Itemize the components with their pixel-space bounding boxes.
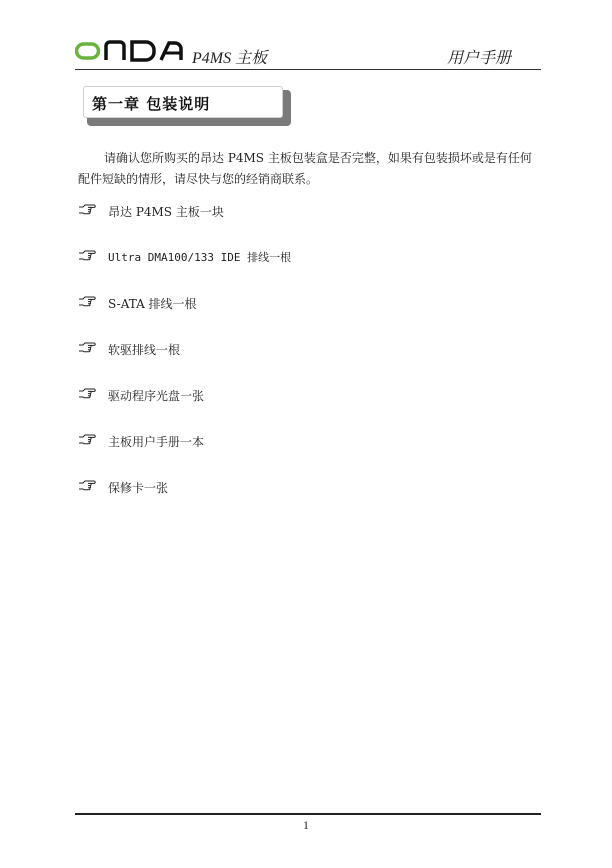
list-item	[78, 296, 538, 342]
pointing-hand-icon	[78, 204, 96, 216]
header-divider	[75, 69, 541, 70]
list-item	[78, 388, 538, 434]
manual-label: 用户手册	[446, 50, 511, 67]
list-item	[78, 342, 538, 388]
pointing-hand-icon	[78, 296, 96, 308]
item-label: 保修卡一张	[108, 481, 169, 495]
chapter-title: 第一章 包装说明	[92, 95, 211, 113]
item-label: 主板用户手册一本	[108, 435, 205, 449]
item-label: 驱动程序光盘一张	[108, 389, 205, 403]
pointing-hand-icon	[78, 342, 96, 354]
chapter-heading-box	[83, 86, 291, 126]
chapter-heading-face	[83, 86, 283, 118]
model-name: P4MS 主板	[192, 50, 268, 67]
onda-logo	[75, 40, 185, 62]
package-contents-list	[78, 204, 538, 526]
item-label: Ultra DMA100/133 IDE 排线一根	[108, 251, 292, 264]
pointing-hand-icon	[78, 434, 96, 446]
item-label: S-ATA 排线一根	[108, 297, 197, 311]
list-item	[78, 204, 538, 250]
pointing-hand-icon	[78, 250, 96, 262]
page-number: 1	[303, 818, 309, 832]
footer-divider	[75, 813, 541, 815]
list-item	[78, 250, 538, 296]
item-label: 软驱排线一根	[108, 343, 181, 357]
pointing-hand-icon	[78, 480, 96, 492]
list-item	[78, 480, 538, 526]
list-item	[78, 434, 538, 480]
pointing-hand-icon	[78, 388, 96, 400]
item-label: 昂达 P4MS 主板一块	[108, 205, 224, 219]
page-header	[75, 38, 541, 72]
intro-paragraph: 请确认您所购买的昂达 P4MS 主板包装盒是否完整，如果有包装损坏或是有任何配件短缺的情形，请尽快与您的经销商联系。	[78, 151, 532, 186]
